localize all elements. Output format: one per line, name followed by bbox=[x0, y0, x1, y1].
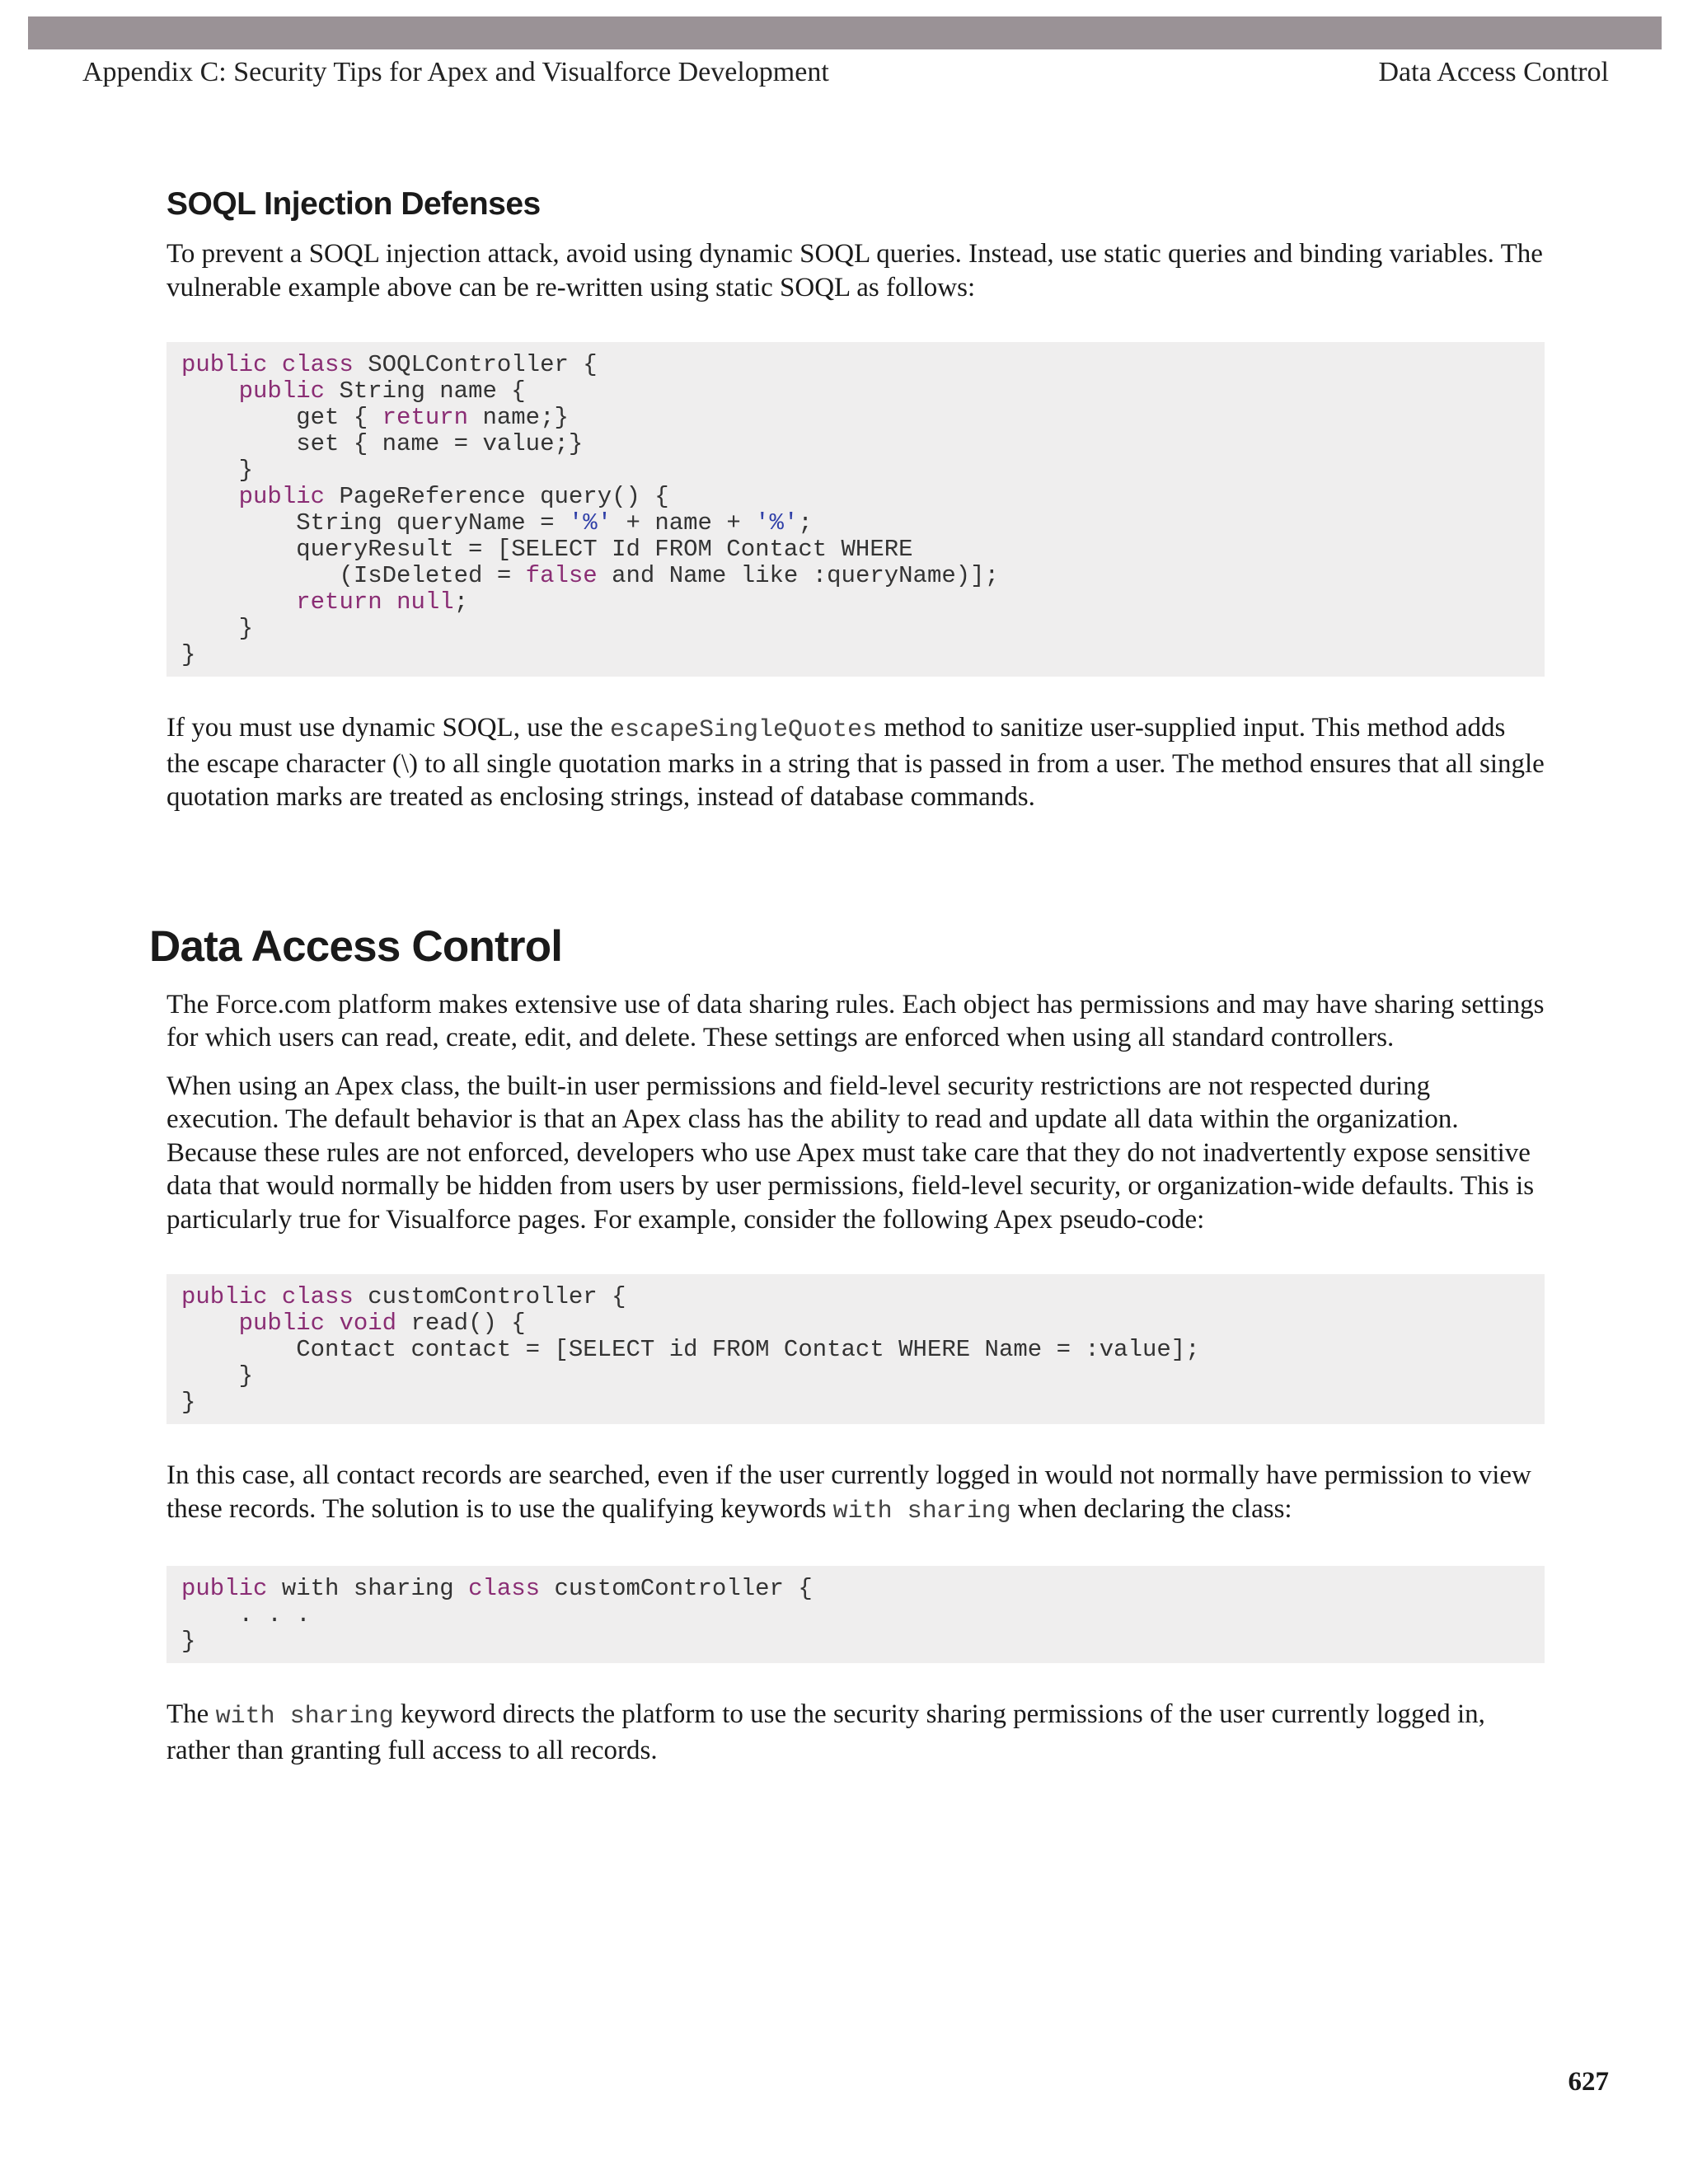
data-access-control-heading: Data Access Control bbox=[149, 921, 563, 971]
code-line: } bbox=[181, 615, 254, 642]
soql-injection-defenses-heading: SOQL Injection Defenses bbox=[166, 186, 541, 222]
section-spacer bbox=[166, 829, 1545, 921]
code-line: } bbox=[181, 1628, 196, 1655]
code-line: } bbox=[181, 1389, 196, 1416]
code-line: queryResult = [SELECT Id FROM Contact WHERE bbox=[181, 536, 913, 563]
code-line: (IsDeleted = false and Name like :queryName)]; bbox=[181, 562, 999, 589]
section-title: Data Access Control bbox=[1378, 57, 1609, 87]
code-line: public with sharing class customController { bbox=[181, 1575, 813, 1602]
inline-code: with sharing bbox=[832, 1497, 1011, 1526]
inline-code: with sharing bbox=[215, 1703, 394, 1731]
code-line: public class customController { bbox=[181, 1283, 626, 1310]
code-line: . . . bbox=[181, 1601, 311, 1629]
code-line: public class SOQLController { bbox=[181, 351, 598, 378]
code-line: } bbox=[181, 457, 254, 484]
code-block-soql-controller bbox=[166, 342, 1545, 677]
soql-intro-paragraph: To prevent a SOQL injection attack, avoid using dynamic SOQL queries. Instead, use static queries and binding variables. The vulnerable example above can be re-written using static SOQL as follows: bbox=[166, 239, 1543, 302]
with-sharing-paragraph: The with sharing keyword directs the platform to use the security sharing permissions of the user currently logged in, rather than granting full access to all records. bbox=[166, 1699, 1485, 1765]
apex-permissions-paragraph: When using an Apex class, the built-in user permissions and field-level security restrictions are not respected during execution. The default behavior is that an Apex class has the ability to read and update all data within the organization. Because these rules are not enforced, developers who use Apex must take care that they do not inadvertently expose sensitive data that would normally be hidden from users by user permissions, field-level security, or organization-wide defaults. This is particularly true for Visualforce pages. For example, consider the following Apex pseudo-code: bbox=[166, 1071, 1535, 1235]
code-line: Contact contact = [SELECT id FROM Contact WHERE Name = :value]; bbox=[181, 1336, 1200, 1363]
code-line: public void read() { bbox=[238, 1310, 526, 1337]
code-block-with-sharing bbox=[166, 1566, 1545, 1663]
code-line: String queryName = '%' + name + '%'; bbox=[181, 509, 813, 537]
chapter-title: Appendix C: Security Tips for Apex and Visualforce Development bbox=[82, 57, 829, 87]
code-line: } bbox=[181, 641, 196, 668]
code-line: } bbox=[181, 1362, 254, 1390]
sharing-rules-paragraph: The Force.com platform makes extensive use of data sharing rules. Each object has permissions and may have sharing settings for which users can read, create, edit, and delete. These settings are enforced when using all standard controllers. bbox=[166, 989, 1545, 1052]
page-content bbox=[149, 186, 1545, 1782]
code-line: return null; bbox=[296, 588, 469, 616]
running-header bbox=[82, 53, 1609, 92]
code-line: public PageReference query() { bbox=[238, 483, 669, 510]
inline-code: escapeSingleQuotes bbox=[610, 716, 878, 744]
escape-single-quotes-paragraph: If you must use dynamic SOQL, use the escapeSingleQuotes method to sanitize user-supplied input. This method adds the escape character (\) to all single quotation marks in a string that is passed in from a user. The method ensures that all single quotation marks are treated as enclosing strings, instead of database commands. bbox=[166, 713, 1545, 812]
contact-records-paragraph: In this case, all contact records are searched, even if the user currently logged in would not normally have permission to view these records. The solution is to use the qualifying keywords with sharing when declaring the class: bbox=[166, 1460, 1531, 1526]
page-number: 627 bbox=[1568, 2067, 1609, 2097]
code-line: public String name { bbox=[238, 377, 526, 405]
code-block-custom-controller bbox=[166, 1274, 1545, 1424]
code-line: get { return name;} bbox=[181, 404, 569, 431]
code-line: set { name = value;} bbox=[181, 430, 584, 457]
header-bar bbox=[28, 16, 1662, 49]
